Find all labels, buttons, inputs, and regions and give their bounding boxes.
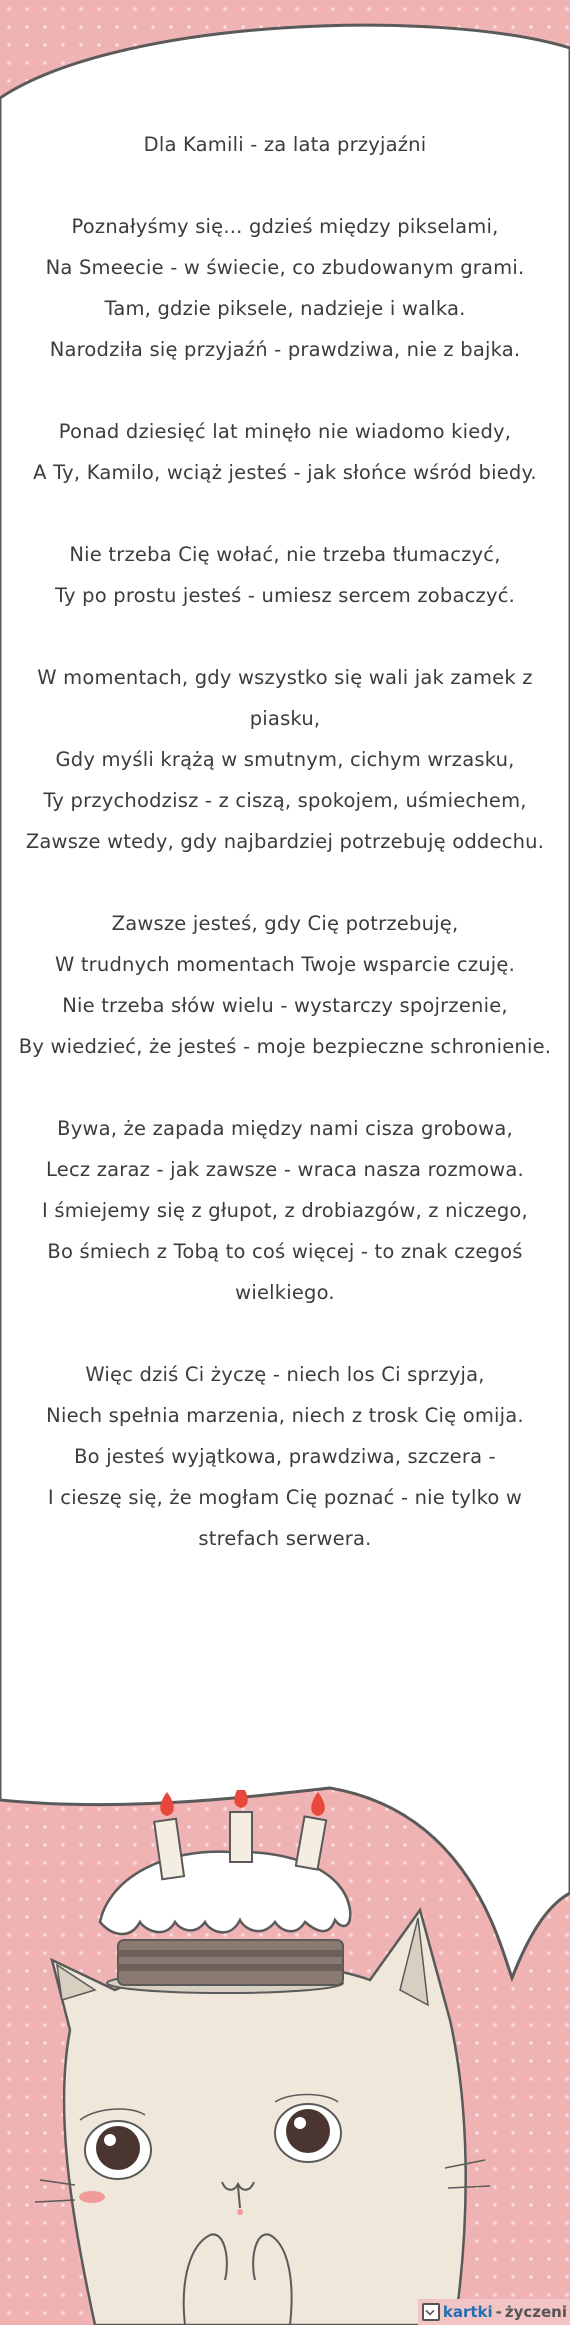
stanza — [10, 534, 560, 616]
flame-middle — [234, 1790, 248, 1808]
poem-line: Bywa, że zapada między nami cisza grobowa, — [57, 1117, 513, 1140]
stanza — [10, 1108, 560, 1313]
logo-text-zyczeni: życzeni — [504, 2303, 567, 2321]
logo-text-kartki: kartki — [442, 2303, 493, 2321]
flame-left — [160, 1792, 174, 1816]
poem-line: Nie trzeba Cię wołać, nie trzeba tłumaczyć, — [69, 543, 501, 566]
poem-line: wielkiego. — [235, 1281, 335, 1304]
stanza — [10, 657, 560, 862]
poem-title: Dla Kamili - za lata przyjaźni — [143, 133, 427, 156]
poem-line: A Ty, Kamilo, wciąż jesteś - jak słońce wśród biedy. — [33, 461, 537, 484]
poem-line: I cieszę się, że mogłam Cię poznać - nie tylko w — [47, 1486, 523, 1509]
kartki-logo[interactable] — [418, 2299, 570, 2325]
poem-line: Zawsze jesteś, gdy Cię potrzebuję, — [111, 912, 459, 935]
poem-line: piasku, — [249, 707, 321, 730]
poem-line: Ty po prostu jesteś - umiesz sercem zobaczyć. — [54, 584, 516, 607]
poem-line: Tam, gdzie piksele, nadzieje i walka. — [104, 297, 466, 320]
stanza — [10, 411, 560, 493]
poem-line: Narodziła się przyjaźń - prawdziwa, nie z bajka. — [49, 338, 521, 361]
stanza — [10, 206, 560, 370]
poem-line: Poznałyśmy się... gdzieś między pikselami, — [71, 215, 499, 238]
poem-line: Lecz zaraz - jak zawsze - wraca nasza rozmowa. — [46, 1158, 524, 1181]
poem-line: Więc dziś Ci życzę - niech los Ci sprzyja, — [85, 1363, 485, 1386]
candle-middle — [230, 1812, 252, 1862]
poem-line: Nie trzeba słów wielu - wystarczy spojrzenie, — [62, 994, 508, 1017]
poem-line: By wiedzieć, że jesteś - moje bezpieczne schronienie. — [18, 1035, 552, 1058]
logo-text-dash: - — [495, 2303, 502, 2321]
poem-line: Bo śmiech z Tobą to coś więcej - to znak czegoś — [47, 1240, 523, 1263]
flame-right — [311, 1792, 325, 1816]
poem-line: Na Smeecie - w świecie, co zbudowanym grami. — [45, 256, 525, 279]
stanza — [10, 903, 560, 1067]
poem — [10, 124, 560, 1600]
poem-line: W trudnych momentach Twoje wsparcie czuję. — [54, 953, 516, 976]
cat-illustration — [0, 1790, 570, 2325]
cat-blush — [79, 2191, 105, 2203]
poem-line: I śmiejemy się z głupot, z drobiazgów, z niczego, — [42, 1199, 528, 1222]
poem-line: Zawsze wtedy, gdy najbardziej potrzebuję oddechu. — [25, 830, 545, 853]
stanza — [10, 1354, 560, 1559]
poem-line: W momentach, gdy wszystko się wali jak zamek z — [37, 666, 533, 689]
poem-line: Ponad dziesięć lat minęło nie wiadomo kiedy, — [58, 420, 512, 443]
poem-line: Ty przychodzisz - z ciszą, spokojem, uśmiechem, — [43, 789, 527, 812]
checkbox-icon — [422, 2303, 440, 2321]
poem-line: Niech spełnia marzenia, niech z trosk Cię omija. — [46, 1404, 524, 1427]
poem-line: Bo jesteś wyjątkowa, prawdziwa, szczera - — [74, 1445, 496, 1468]
cake-layers — [118, 1940, 343, 1985]
poem-line: strefach serwera. — [198, 1527, 372, 1550]
candle-right — [296, 1816, 326, 1869]
poem-line: Gdy myśli krążą w smutnym, cichym wrzasku, — [55, 748, 515, 771]
